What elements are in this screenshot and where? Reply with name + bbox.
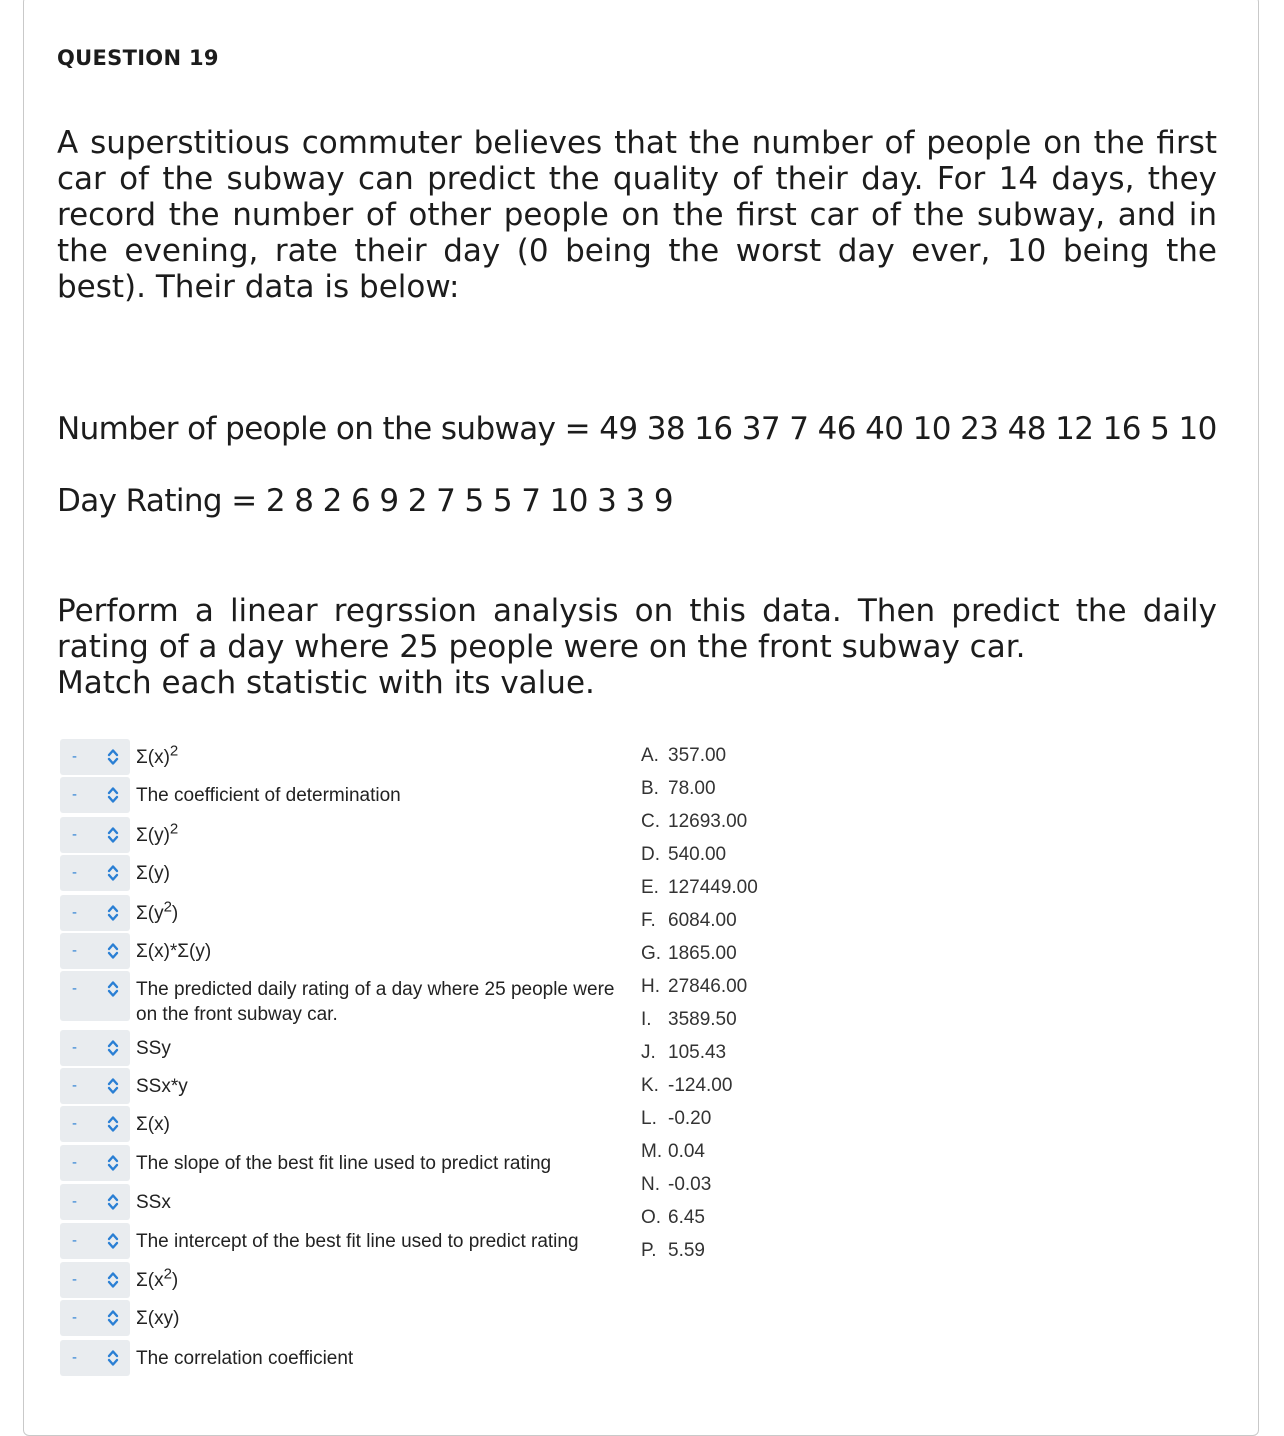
chevron-up-down-icon <box>106 747 120 767</box>
answer-letter: J. <box>641 1042 656 1063</box>
statistic-text: Σ(x) <box>136 747 170 768</box>
chevron-up-down-icon <box>106 903 120 923</box>
answer-letter: H. <box>641 976 660 997</box>
statistic-label <box>136 783 616 808</box>
statistic-tail: ) <box>171 903 179 924</box>
statistic-label <box>136 1306 616 1331</box>
answer-value: 12693.00 <box>668 811 748 832</box>
instructions-line-1: Perform a linear regrssion analysis on this data. Then predict the daily <box>57 593 1217 629</box>
answer-select[interactable] <box>60 933 130 969</box>
chevron-up-down-icon <box>106 1231 120 1251</box>
answer-select[interactable] <box>60 1300 130 1336</box>
answer-option <box>641 811 747 833</box>
answer-letter: A. <box>641 745 659 766</box>
select-value: - <box>72 1115 77 1132</box>
answer-select[interactable] <box>60 777 130 813</box>
answer-select[interactable] <box>60 855 130 891</box>
select-value: - <box>72 1309 77 1326</box>
answer-value: 0.04 <box>668 1141 705 1162</box>
answer-letter: G. <box>641 943 662 964</box>
statistic-text: Σ(xy) <box>136 1308 180 1329</box>
statistic-label <box>136 1151 616 1176</box>
select-value: - <box>72 1039 77 1056</box>
answer-value: 6084.00 <box>668 910 737 931</box>
chevron-up-down-icon <box>106 1270 120 1290</box>
select-value: - <box>72 980 77 997</box>
answer-option <box>641 1207 705 1229</box>
statistic-text: Σ(x <box>136 1270 164 1291</box>
answer-option <box>641 1042 726 1064</box>
statistic-label <box>136 977 616 1027</box>
answer-option <box>641 1240 705 1262</box>
answer-option <box>641 1174 711 1196</box>
answer-select[interactable] <box>60 1068 130 1104</box>
statistic-label <box>136 742 616 770</box>
answer-value: -0.03 <box>668 1174 712 1195</box>
statistic-text: The correlation coefficient <box>136 1348 354 1369</box>
statistic-text: Σ(y) <box>136 863 170 884</box>
chevron-up-down-icon <box>106 1038 120 1058</box>
statistic-label <box>136 1074 616 1099</box>
statistic-tail: ) <box>171 1270 179 1291</box>
select-value: - <box>72 942 77 959</box>
statistic-text: Σ(x)*Σ(y) <box>136 941 212 962</box>
answer-letter: O. <box>641 1207 662 1228</box>
answer-option <box>641 844 726 866</box>
chevron-up-down-icon <box>106 1308 120 1328</box>
statistic-label <box>136 939 616 964</box>
answer-select[interactable] <box>60 1223 130 1259</box>
answer-select[interactable] <box>60 739 130 775</box>
chevron-up-down-icon <box>106 1114 120 1134</box>
select-value: - <box>72 904 77 921</box>
answer-value: 105.43 <box>668 1042 727 1063</box>
instructions-line-2: rating of a day where 25 people were on the front subway car. <box>57 629 1026 665</box>
answer-select[interactable] <box>60 1262 130 1298</box>
instructions <box>57 593 1217 701</box>
answer-value: 1865.00 <box>668 943 737 964</box>
answer-letter: D. <box>641 844 660 865</box>
answer-select[interactable] <box>60 1106 130 1142</box>
statistic-label <box>136 1346 616 1371</box>
select-value: - <box>72 1193 77 1210</box>
answer-value: 78.00 <box>668 778 716 799</box>
statistic-text: The intercept of the best fit line used to predict rating <box>136 1231 579 1252</box>
select-value: - <box>72 1349 77 1366</box>
chevron-up-down-icon <box>106 863 120 883</box>
answer-option <box>641 943 737 965</box>
answer-option <box>641 1009 737 1031</box>
superscript: 2 <box>169 820 179 838</box>
answer-select[interactable] <box>60 1030 130 1066</box>
question-intro: A superstitious commuter believes that the number of people on the first car of the subway can predict the quality of their day. For 14 days, they record the number of other people on the first car of the subway, and in the evening, rate their day (0 being the worst day ever, 10 being the best). Their data is below: <box>57 125 1217 305</box>
select-value: - <box>72 826 77 843</box>
answer-value: 357.00 <box>668 745 727 766</box>
people-data-line: Number of people on the subway = 49 38 16 37 7 46 40 10 23 48 12 16 5 10 <box>57 411 1217 447</box>
answer-option <box>641 877 758 899</box>
answer-select[interactable] <box>60 895 130 931</box>
answer-letter: I. <box>641 1009 652 1030</box>
statistic-text: Σ(y <box>136 903 164 924</box>
chevron-up-down-icon <box>106 941 120 961</box>
chevron-up-down-icon <box>106 1192 120 1212</box>
statistic-label <box>136 1036 616 1061</box>
answer-letter: N. <box>641 1174 660 1195</box>
superscript: 2 <box>169 742 179 760</box>
select-value: - <box>72 1154 77 1171</box>
superscript: 2 <box>163 1265 172 1283</box>
chevron-up-down-icon <box>106 1348 120 1368</box>
chevron-up-down-icon <box>106 1153 120 1173</box>
answer-letter: M. <box>641 1141 663 1162</box>
statistic-text: SSx*y <box>136 1076 188 1097</box>
answer-select[interactable] <box>60 971 130 1021</box>
answer-letter: K. <box>641 1075 659 1096</box>
answer-value: 6.45 <box>668 1207 705 1228</box>
statistic-label <box>136 1190 616 1215</box>
statistic-text: Σ(y) <box>136 825 170 846</box>
statistic-text: The predicted daily rating of a day where 25 people were on the front subway car. <box>136 979 615 1025</box>
answer-value: 27846.00 <box>668 976 748 997</box>
statistic-text: The coefficient of determination <box>136 785 401 806</box>
answer-letter: C. <box>641 811 660 832</box>
chevron-up-down-icon <box>106 979 120 999</box>
select-value: - <box>72 1271 77 1288</box>
statistic-label <box>136 898 616 926</box>
answer-option <box>641 778 716 800</box>
answer-value: -124.00 <box>668 1075 733 1096</box>
statistic-label <box>136 1112 616 1137</box>
answer-value: 127449.00 <box>668 877 758 898</box>
select-value: - <box>72 1232 77 1249</box>
answer-letter: B. <box>641 778 659 799</box>
answer-select[interactable] <box>60 1340 130 1376</box>
statistic-text: The slope of the best fit line used to predict rating <box>136 1153 552 1174</box>
answer-letter: L. <box>641 1108 657 1129</box>
statistic-label <box>136 1229 616 1254</box>
select-value: - <box>72 864 77 881</box>
select-value: - <box>72 786 77 803</box>
statistic-text: SSy <box>136 1038 171 1059</box>
statistic-label <box>136 1265 616 1293</box>
chevron-up-down-icon <box>106 825 120 845</box>
select-value: - <box>72 748 77 765</box>
statistic-label <box>136 861 616 886</box>
answer-letter: F. <box>641 910 656 931</box>
superscript: 2 <box>163 898 172 916</box>
answer-select[interactable] <box>60 1145 130 1181</box>
answer-value: 5.59 <box>668 1240 705 1261</box>
answer-select[interactable] <box>60 1184 130 1220</box>
answer-letter: E. <box>641 877 659 898</box>
answer-select[interactable] <box>60 817 130 853</box>
statistic-text: Σ(x) <box>136 1114 170 1135</box>
answer-option <box>641 976 747 998</box>
answer-option <box>641 1075 732 1097</box>
answer-value: 540.00 <box>668 844 727 865</box>
chevron-up-down-icon <box>106 1076 120 1096</box>
answer-option <box>641 745 726 767</box>
statistic-label <box>136 820 616 848</box>
answer-value: 3589.50 <box>668 1009 737 1030</box>
rating-data-line: Day Rating = 2 8 2 6 9 2 7 5 5 7 10 3 3 9 <box>57 483 674 519</box>
select-value: - <box>72 1077 77 1094</box>
answer-option <box>641 1141 705 1163</box>
answer-option <box>641 1108 711 1130</box>
answer-option <box>641 910 737 932</box>
chevron-up-down-icon <box>106 785 120 805</box>
statistic-text: SSx <box>136 1192 171 1213</box>
answer-letter: P. <box>641 1240 657 1261</box>
instructions-line-3: Match each statistic with its value. <box>57 665 595 701</box>
answer-value: -0.20 <box>668 1108 712 1129</box>
question-label: QUESTION 19 <box>57 46 219 70</box>
